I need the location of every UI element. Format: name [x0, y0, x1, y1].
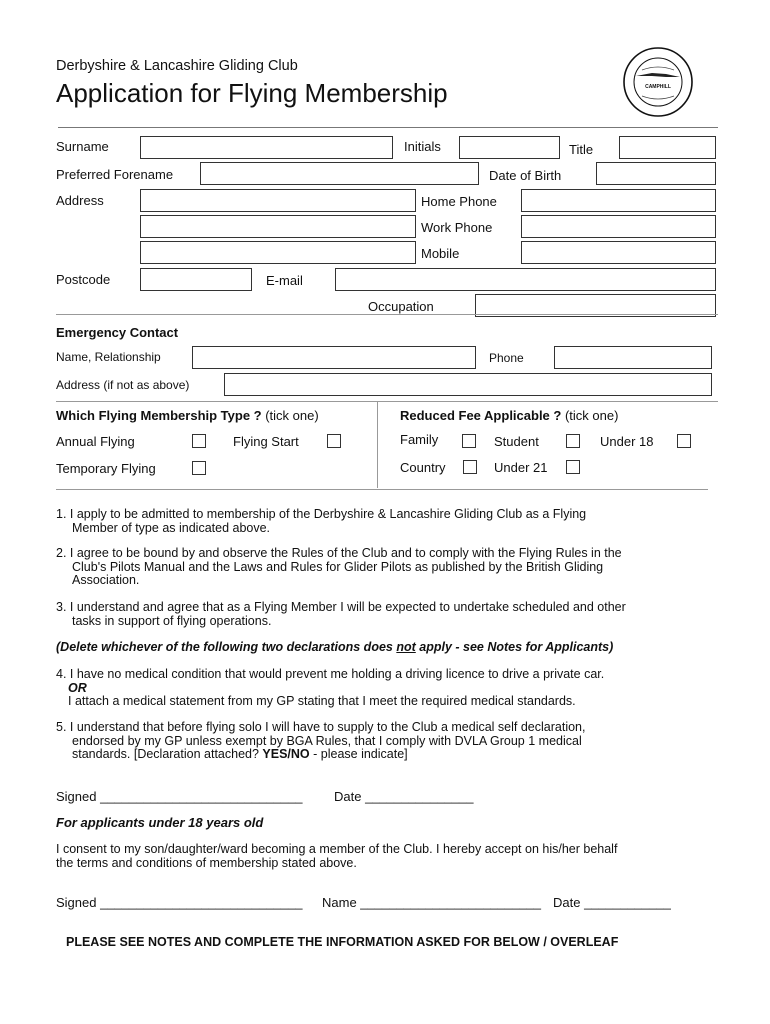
emergency-address-label: Address (if not as above): [56, 378, 190, 392]
delete-instruction-pre: (Delete whichever of the following two declarations does: [56, 640, 397, 654]
declaration-3-line-b: tasks in support of flying operations.: [72, 613, 272, 628]
dob-label: Date of Birth: [489, 168, 562, 183]
declaration-2-line-a: 2. I agree to be bound by and observe the Rules of the Club and to comply with the Flying Rules in the: [56, 546, 622, 560]
emergency-name-label: Name, Relationship: [56, 350, 161, 364]
email-label: E-mail: [266, 273, 303, 288]
declaration-2: [56, 547, 716, 588]
consent-paragraph: [56, 843, 716, 870]
home-phone-field[interactable]: [521, 189, 716, 212]
mobile-field[interactable]: [521, 241, 716, 264]
membership-type-title: Which Flying Membership Type ?: [56, 408, 262, 423]
delete-instruction-post: apply - see Notes for Applicants): [415, 640, 614, 654]
membership-type-hint: (tick one): [261, 408, 319, 423]
reduced-fee-heading: [400, 408, 618, 423]
family-label: Family: [400, 432, 439, 447]
temporary-flying-checkbox[interactable]: [192, 461, 206, 475]
declaration-3-line-a: 3. I understand and agree that as a Flying Member I will be expected to undertake scheduled and other: [56, 600, 626, 614]
personal-divider: [56, 314, 718, 315]
country-label: Country: [400, 460, 446, 475]
consent-line-a: I consent to my son/daughter/ward becoming a member of the Club. I hereby accept on his/her behalf: [56, 842, 618, 856]
consent-line-b: the terms and conditions of membership stated above.: [56, 855, 357, 870]
reduced-fee-title: Reduced Fee Applicable ?: [400, 408, 562, 423]
student-checkbox[interactable]: [566, 434, 580, 448]
emergency-heading: Emergency Contact: [56, 325, 179, 340]
email-field[interactable]: [335, 268, 716, 291]
declaration-5-yesno: YES/NO: [262, 747, 310, 761]
emergency-name-field[interactable]: [192, 346, 476, 369]
preferred-forename-label: Preferred Forename: [56, 167, 174, 182]
student-label: Student: [494, 434, 539, 449]
signed-line[interactable]: Signed ____________________________: [56, 789, 303, 804]
work-phone-field[interactable]: [521, 215, 716, 238]
country-checkbox[interactable]: [463, 460, 477, 474]
address-label: Address: [56, 193, 104, 208]
footer-note: PLEASE SEE NOTES AND COMPLETE THE INFORMATION ASKED FOR BELOW / OVERLEAF: [66, 935, 619, 949]
occupation-label: Occupation: [368, 299, 434, 314]
under-18-checkbox[interactable]: [677, 434, 691, 448]
declaration-1-line-b: Member of type as indicated above.: [72, 520, 271, 535]
surname-label: Surname: [56, 139, 109, 154]
mobile-label: Mobile: [421, 246, 460, 261]
declaration-4: [56, 668, 716, 709]
membership-type-heading: [56, 408, 319, 423]
work-phone-label: Work Phone: [421, 220, 493, 235]
declaration-2-line-b: Club's Pilots Manual and the Laws and Rules for Glider Pilots as published by the British Gliding: [72, 559, 604, 574]
annual-flying-checkbox[interactable]: [192, 434, 206, 448]
temporary-flying-label: Temporary Flying: [56, 461, 156, 476]
under-21-label: Under 21: [494, 460, 548, 475]
postcode-field[interactable]: [140, 268, 252, 291]
declaration-5-line-a: 5. I understand that before flying solo I will have to supply to the Club a medical self declaration,: [56, 720, 586, 734]
emergency-divider: [56, 401, 718, 402]
preferred-forename-field[interactable]: [200, 162, 479, 185]
declaration-5-line-c-pre: standards. [Declaration attached?: [72, 747, 263, 761]
family-checkbox[interactable]: [462, 434, 476, 448]
address-line-2[interactable]: [140, 215, 416, 238]
club-name: Derbyshire & Lancashire Gliding Club: [56, 58, 298, 74]
declaration-5-line-c: [56, 748, 716, 762]
declaration-5: [56, 721, 716, 762]
declaration-1-line-a: 1. I apply to be admitted to membership of the Derbyshire & Lancashire Gliding Club as a Flying: [56, 507, 587, 521]
declaration-1: [56, 508, 716, 535]
date-line[interactable]: Date _______________: [334, 789, 474, 804]
surname-field[interactable]: [140, 136, 393, 159]
declaration-3: [56, 601, 716, 628]
address-line-1[interactable]: [140, 189, 416, 212]
flying-start-label: Flying Start: [233, 434, 299, 449]
page-title: Application for Flying Membership: [56, 78, 448, 108]
dob-field[interactable]: [596, 162, 716, 185]
annual-flying-label: Annual Flying: [56, 434, 135, 449]
flying-start-checkbox[interactable]: [327, 434, 341, 448]
under-18-heading: For applicants under 18 years old: [56, 815, 264, 830]
postcode-label: Postcode: [56, 272, 111, 287]
declaration-5-line-b: endorsed by my GP unless exempt by BGA Rules, that I comply with DVLA Group 1 medical: [72, 733, 582, 748]
column-divider: [377, 402, 378, 488]
declaration-2-line-c: Association.: [72, 573, 140, 587]
reduced-fee-hint: (tick one): [561, 408, 619, 423]
emergency-phone-field[interactable]: [554, 346, 712, 369]
title-field[interactable]: [619, 136, 716, 159]
initials-field[interactable]: [459, 136, 560, 159]
guardian-name-line[interactable]: Name _________________________: [322, 895, 542, 910]
declaration-4-line-b: I attach a medical statement from my GP stating that I meet the required medical standards.: [68, 694, 576, 708]
declaration-4-or: OR: [68, 680, 87, 695]
club-seal: [622, 46, 694, 118]
under-18-label: Under 18: [600, 434, 654, 449]
under-21-checkbox[interactable]: [566, 460, 580, 474]
header-divider: [58, 127, 718, 128]
delete-instruction: [56, 641, 716, 655]
emergency-phone-label: Phone: [489, 351, 524, 365]
address-line-3[interactable]: [140, 241, 416, 264]
guardian-date-line[interactable]: Date ____________: [553, 895, 671, 910]
declaration-5-line-c-post: - please indicate]: [309, 747, 408, 761]
declaration-4-line-a: 4. I have no medical condition that would prevent me holding a driving licence to drive a private car.: [56, 667, 605, 681]
emergency-address-field[interactable]: [224, 373, 712, 396]
title-label: Title: [569, 142, 594, 157]
home-phone-label: Home Phone: [421, 194, 497, 209]
membership-divider: [56, 489, 708, 490]
seal-center-text: CAMPHILL: [645, 84, 671, 90]
initials-label: Initials: [404, 139, 441, 154]
delete-instruction-not: not: [396, 640, 416, 654]
guardian-signed-line[interactable]: Signed ____________________________: [56, 895, 303, 910]
